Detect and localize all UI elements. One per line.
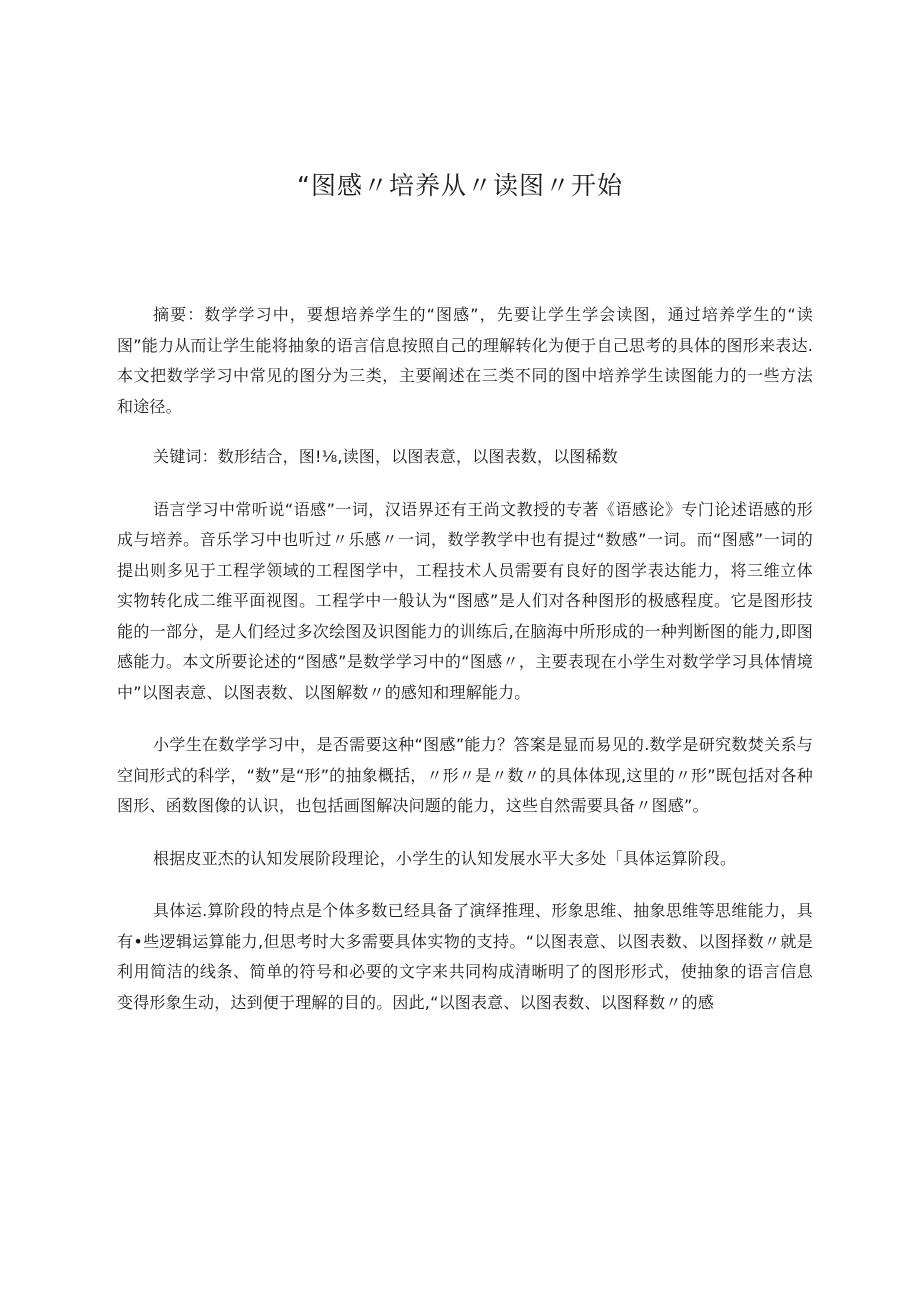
abstract-paragraph: 摘要：数学学习中，要想培养学生的“图感”，先要让学生学会读图，通过培养学生的“读图”能力从而让学生能将抽象的语言信息按照自己的理解转化为便于自己思考的具体的图形来表达.本文把数学学习中常见的图分为三类，主要阐述在三类不同的图中培养学生读图能力的一些方法和途径。	[117, 305, 813, 416]
body-paragraph-2: 小学生在数学学习中，是否需要这种“图感”能力？答案是显而易见的.数学是研究数焚关系与空间形式的科学，“数”是“形”的抽象概括，〃形〃是〃数〃的具体体现,这里的〃形”既包括对各种图形、函数图像的认识，也包括画图解决问题的能力，这些自然需要具备〃图感”。	[117, 735, 813, 815]
keywords-paragraph: 关键词：数形结合，图!⅛,读图，以图表意，以图表数，以图稀数	[153, 447, 619, 466]
document-title: “图感〃培养从〃读图〃开始	[297, 171, 623, 200]
body-paragraph-1: 语言学习中常听说“语感”一词，汉语界还有王尚文教授的专著《语感论》专门论述语感的形成与培养。音乐学习中也听过〃乐感〃一词，数学教学中也有提过“数感”一词。而“图感”一词的提出则多见于工程学领域的工程图学中，工程技术人员需要有良好的图学表达能力，将三维立体实物转化成二维平面视图。工程学中一般认为“图感”是人们对各种图形的极感程度。它是图形技能的一部分，是人们经过多次绘图及识图能力的训练后,在脑海中所形成的一种判断图的能力,即图感能力。本文所要论述的“图感”是数学学习中的“图感〃，主要表现在小学生对数学学习具体情境中”以图表意、以图表数、以图解数〃的感知和理解能力。	[117, 499, 813, 702]
body-paragraph-3: 根据皮亚杰的认知发展阶段理论，小学生的认知发展水平大多处「具体运算阶段。	[153, 848, 737, 868]
document-body	[117, 300, 813, 1040]
body-paragraph-4: 具体运.算阶段的特点是个体多数已经具备了演绎推理、形象思维、抽象思维等思维能力，具有•些逻辑运算能力,但思考时大多需要具体实物的支持。“以图表意、以图表数、以图择数〃就是利用简洁的线条、简单的符号和必要的文字来共同构成清晰明了的图形形式，使抽象的语言信息变得形象生动，达到便于理解的目的。因此,“以图表意、以图表数、以图释数〃的感	[117, 901, 813, 1012]
